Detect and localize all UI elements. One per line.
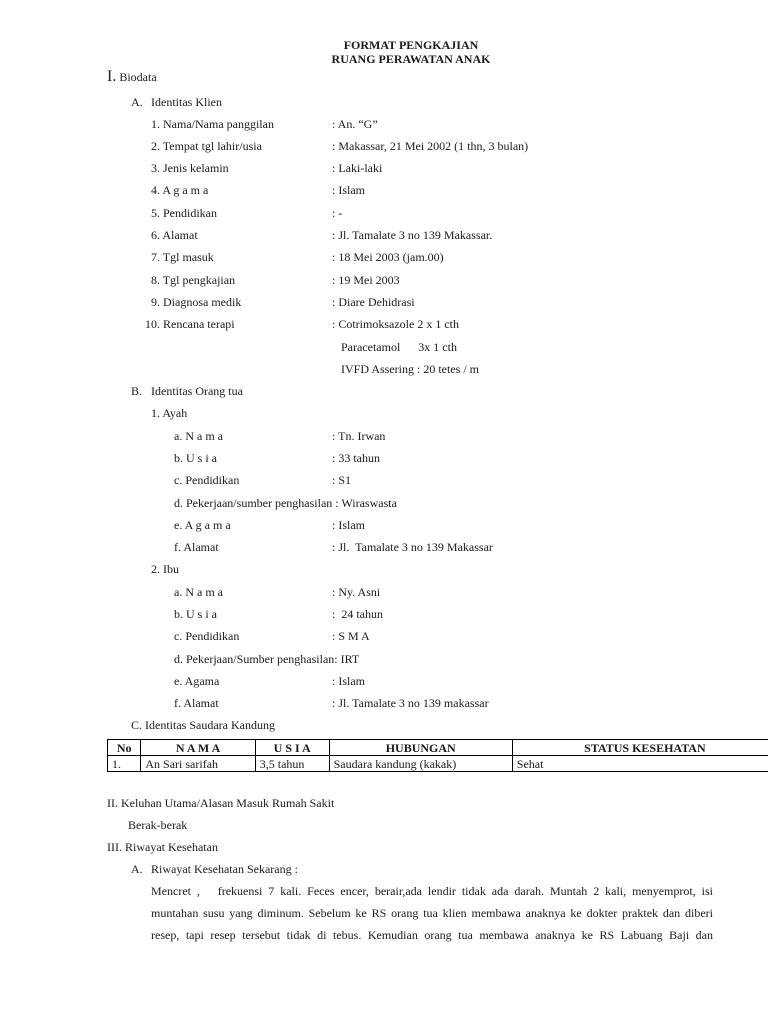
field-value: : Makassar, 21 Mei 2002 (1 thn, 3 bulan) [332,139,529,153]
field-value: : Jl. Tamalate 3 no 139 Makassar [332,540,493,554]
field-label: 6. Alamat [151,228,198,242]
field-label: f. Alamat [174,540,219,554]
field-value: : 19 Mei 2003 [332,273,400,287]
field-label: 2. Tempat tgl lahir/usia [151,139,262,153]
field-value: : - [332,206,343,220]
table-row [108,756,768,772]
section-3-title: III. Riwayat Kesehatan [107,840,218,854]
table-cell: An Sari sarifah [141,756,255,772]
field-label: 3. Jenis kelamin [151,161,229,175]
section-1-heading [107,70,157,84]
field-value: : Ny. Asni [332,585,381,599]
document-subtitle: RUANG PERAWATAN ANAK [331,52,491,66]
paragraph-line: Mencret , frekuensi 7 kali. Feces encer, berair,ada lendir tidak ada darah. Muntah 2 kali, menyemprot, isi [151,884,713,898]
field-value: : Jl. Tamalate 3 no 139 makassar [332,696,489,710]
mother-heading: 2. Ibu [151,562,179,576]
field-value: : 33 tahun [332,451,380,465]
table-cell: Sehat [512,756,768,772]
section-1-title: Biodata [119,70,157,84]
field-label: b. U s i a [174,451,217,465]
table-header-row [108,740,768,756]
document-title: FORMAT PENGKAJIAN [343,38,479,52]
sub-3a-title: Riwayat Kesehatan Sekarang : [151,862,298,876]
paragraph-line: muntahan susu yang diminum. Sebelum ke RS orang tua klien membawa anaknya ke dokter praktek dan diberi [151,906,713,920]
field-label: 4. A g a m a [151,183,209,197]
field-label: e. Agama [174,674,220,688]
sub-3a-label: A. [131,862,143,876]
field-value: : Jl. Tamalate 3 no 139 Makassar. [332,228,493,242]
therapy-line: Paracetamol 3x 1 cth [341,340,457,354]
field-value: : Cotrimoksazole 2 x 1 cth [332,317,459,331]
field-label: e. A g a m a [174,518,231,532]
field-value: : Tn. Irwan [332,429,386,443]
field-label: 1. Nama/Nama panggilan [151,117,274,131]
field-value: : Islam [332,183,365,197]
sub-c-title: C. Identitas Saudara Kandung [131,718,275,732]
therapy-line: IVFD Assering : 20 tetes / m [341,362,479,376]
field-label: a. N a m a [174,585,223,599]
field-value: : An. “G” [332,117,378,131]
field-label: 9. Diagnosa medik [151,295,242,309]
column-header: HUBUNGAN [329,740,512,756]
section-1-number: I. [107,68,117,85]
sub-b-label: B. [131,384,143,398]
field-value: : 18 Mei 2003 (jam.00) [332,250,444,264]
column-header: U S I A [255,740,329,756]
field-value: : Laki-laki [332,161,383,175]
field-label: b. U s i a [174,607,217,621]
field-label: 5. Pendidikan [151,206,217,220]
field-value: : S1 [332,473,352,487]
field-label: c. Pendidikan [174,629,240,643]
field-label: f. Alamat [174,696,219,710]
paragraph-line: resep, tapi resep tersebut tidak di tebus. Kemudian orang tua membawa anaknya ke RS Labuang Baji dan [151,928,713,942]
field-value: : Islam [332,518,365,532]
table-cell: 3,5 tahun [255,756,329,772]
father-heading: 1. Ayah [151,406,188,420]
column-header: N A M A [141,740,255,756]
field-label: d. Pekerjaan/sumber penghasilan : Wiraswasta [174,496,397,510]
siblings-table [107,739,768,772]
sub-a-label: A. [131,95,143,109]
field-value: : S M A [332,629,370,643]
column-header: STATUS KESEHATAN [512,740,768,756]
field-label: 7. Tgl masuk [151,250,214,264]
sub-a-title: Identitas Klien [151,95,222,109]
field-label: c. Pendidikan [174,473,240,487]
column-header: No [108,740,141,756]
field-label: 8. Tgl pengkajian [151,273,236,287]
section-2-title: II. Keluhan Utama/Alasan Masuk Rumah Sakit [107,796,335,810]
field-label: 10. Rencana terapi [145,317,235,331]
section-2-content: Berak-berak [128,818,188,832]
field-value: : Diare Dehidrasi [332,295,415,309]
current-health-history-text [151,880,713,946]
table-cell: 1. [108,756,141,772]
field-label: a. N a m a [174,429,223,443]
field-value: : Islam [332,674,365,688]
sub-b-title: Identitas Orang tua [151,384,243,398]
field-label: d. Pekerjaan/Sumber penghasilan: IRT [174,652,360,666]
table-cell: Saudara kandung (kakak) [329,756,512,772]
field-value: : 24 tahun [332,607,383,621]
